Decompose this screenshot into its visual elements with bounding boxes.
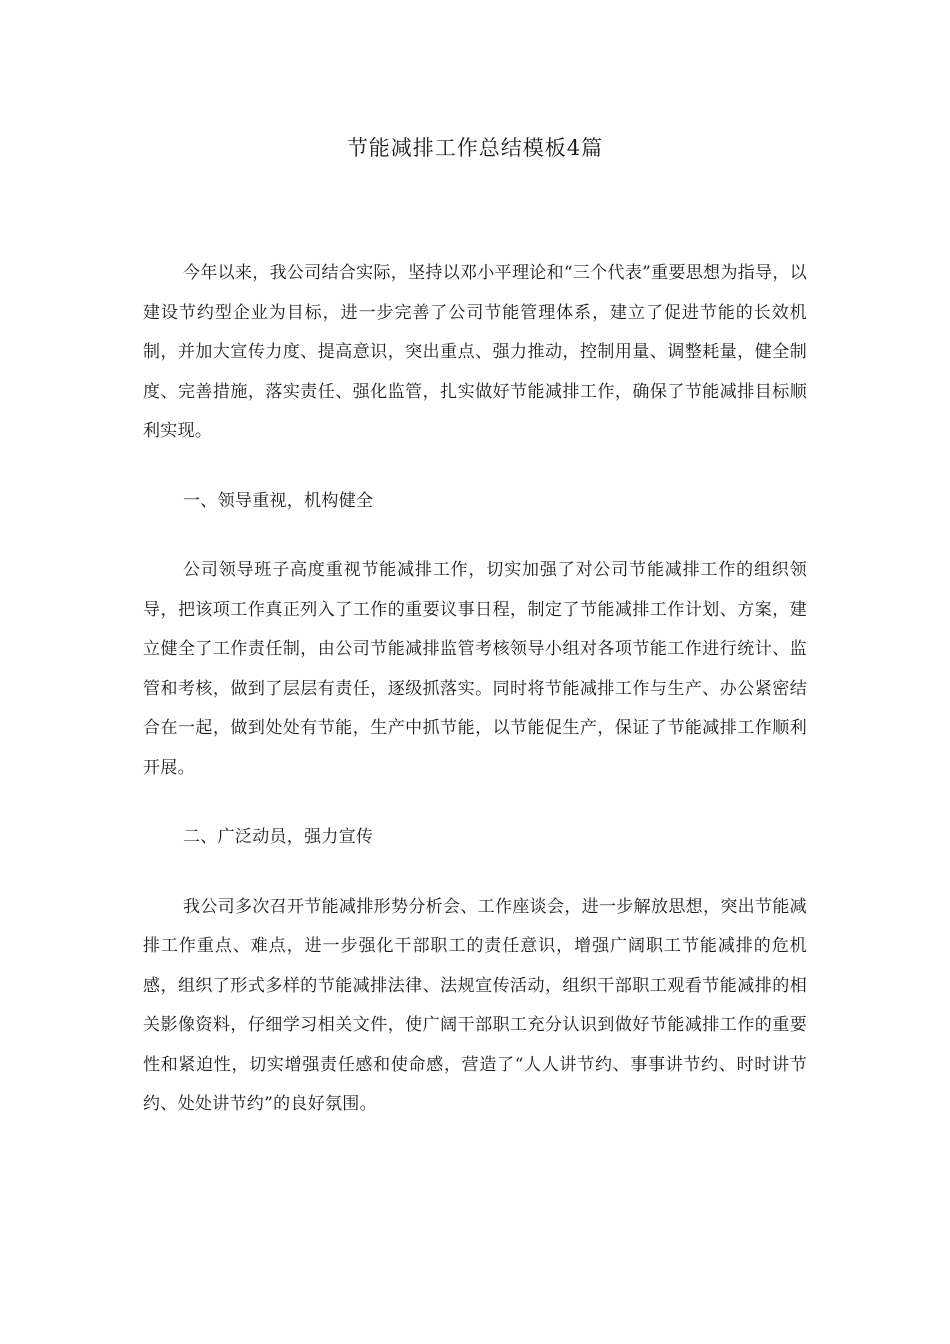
section-2-paragraph: 我公司多次召开节能减排形势分析会、工作座谈会，进一步解放思想，突出节能减排工作重点、难点，进一步强化干部职工的责任意识，增强广阔职工节能减排的危机感，组织了形式多样的节能减排法律、法规宣传活动，组织干部职工观看节能减排的相关影像资料，仔细学习相关文件，使广阔干部职工充分认识到做好节能减排工作的重要性和紧迫性，切实增强责任感和使命感，营造了“人人讲节约、事事讲节约、时时讲节约、处处讲节约”的良好氛围。: [143, 896, 807, 1114]
section-1-paragraph: 公司领导班子高度重视节能减排工作，切实加强了对公司节能减排工作的组织领导，把该项工作真正列入了工作的重要议事日程，制定了节能减排工作计划、方案，建立健全了工作责任制，由公司节能减排监管考核领导小组对各项节能工作进行统计、监管和考核，做到了层层有责任，逐级抓落实。同时将节能减排工作与生产、办公紧密结合在一起，做到处处有节能，生产中抓节能，以节能促生产，保证了节能减排工作顺利开展。: [143, 560, 807, 778]
document-title: 节能减排工作总结模板4篇: [346, 136, 604, 160]
document-body: [143, 254, 807, 1155]
section-heading-1: 一、领导重视，机构健全: [183, 490, 374, 511]
intro-paragraph: 今年以来，我公司结合实际，坚持以邓小平理论和“三个代表”重要思想为指导，以建设节约型企业为目标，进一步完善了公司节能管理体系，建立了促进节能的长效机制，并加大宣传力度、提高意识，突出重点、强力推动，控制用量、调整耗量，健全制度、完善措施，落实责任、强化监管，扎实做好节能减排工作，确保了节能减排目标顺利实现。: [143, 263, 807, 441]
section-heading-2: 二、广泛动员，强力宣传: [183, 827, 374, 847]
